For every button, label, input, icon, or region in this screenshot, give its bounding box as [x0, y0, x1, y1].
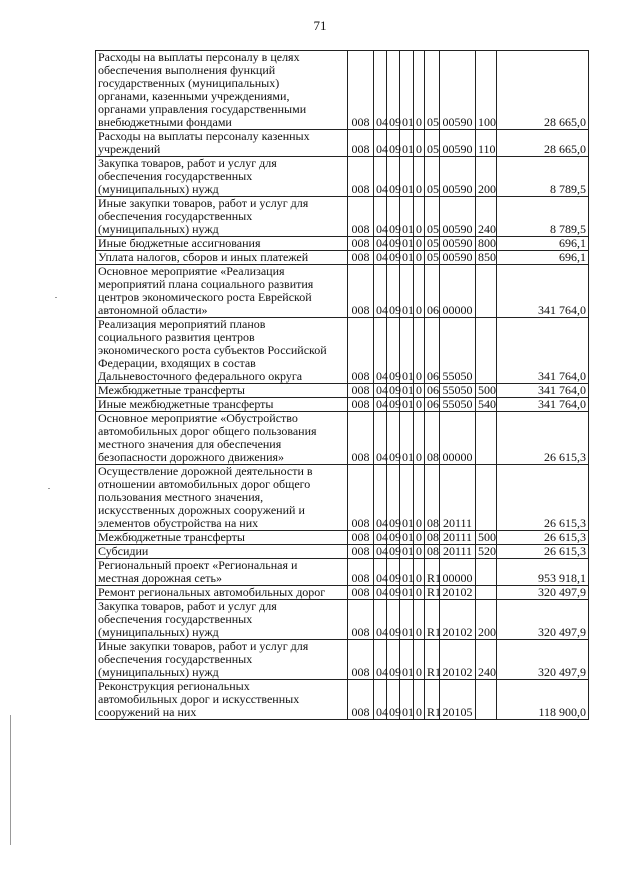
table-row [96, 640, 589, 680]
cell-program: 01 [400, 157, 414, 197]
cell-program: 01 [400, 586, 414, 600]
cell-program: 01 [400, 545, 414, 559]
cell-vr: 240 [476, 197, 497, 237]
cell-rz: 04 [374, 130, 387, 157]
cell-program: 01 [400, 130, 414, 157]
cell-activity: 05 [425, 130, 440, 157]
table-row [96, 586, 589, 600]
cell-vr: 200 [476, 600, 497, 640]
cell-program: 01 [400, 197, 414, 237]
cell-direction: 20102 [440, 640, 476, 680]
cell-vr: 800 [476, 237, 497, 251]
cell-sum: 118 900,0 [497, 680, 589, 720]
cell-vr: 110 [476, 130, 497, 157]
cell-pr: 09 [387, 680, 400, 720]
cell-subprogram: 0 [414, 265, 425, 318]
cell-direction: 00590 [440, 157, 476, 197]
cell-program: 01 [400, 465, 414, 531]
row-name: Субсидии [96, 545, 348, 559]
cell-rz: 04 [374, 531, 387, 545]
cell-program: 01 [400, 251, 414, 265]
cell-gr: 008 [348, 318, 374, 384]
cell-vr [476, 412, 497, 465]
cell-pr: 09 [387, 398, 400, 412]
row-name: Иные межбюджетные трансферты [96, 398, 348, 412]
cell-rz: 04 [374, 545, 387, 559]
cell-vr: 500 [476, 384, 497, 398]
table-row [96, 559, 589, 586]
cell-activity: 06 [425, 318, 440, 384]
cell-gr: 008 [348, 465, 374, 531]
row-name: Закупка товаров, работ и услуг для обеспечения государственных (муниципальных) нужд [96, 157, 348, 197]
budget-table [95, 50, 589, 720]
cell-direction: 20102 [440, 586, 476, 600]
cell-vr: 200 [476, 157, 497, 197]
table-row [96, 412, 589, 465]
row-name: Расходы на выплаты персоналу казенных учреждений [96, 130, 348, 157]
cell-program: 01 [400, 318, 414, 384]
cell-direction: 00590 [440, 251, 476, 265]
cell-vr [476, 680, 497, 720]
row-name: Иные закупки товаров, работ и услуг для обеспечения государственных (муниципальных) нужд [96, 197, 348, 237]
cell-vr [476, 265, 497, 318]
cell-rz: 04 [374, 398, 387, 412]
cell-subprogram: 0 [414, 51, 425, 130]
cell-rz: 04 [374, 197, 387, 237]
cell-sum: 341 764,0 [497, 265, 589, 318]
table-row [96, 237, 589, 251]
cell-activity: R1 [425, 586, 440, 600]
cell-subprogram: 0 [414, 600, 425, 640]
table-row [96, 384, 589, 398]
cell-pr: 09 [387, 384, 400, 398]
cell-pr: 09 [387, 157, 400, 197]
table-row [96, 251, 589, 265]
cell-activity: 08 [425, 465, 440, 531]
cell-program: 01 [400, 531, 414, 545]
cell-program: 01 [400, 640, 414, 680]
cell-rz: 04 [374, 265, 387, 318]
table-row [96, 130, 589, 157]
row-name: Закупка товаров, работ и услуг для обеспечения государственных (муниципальных) нужд [96, 600, 348, 640]
cell-subprogram: 0 [414, 251, 425, 265]
cell-rz: 04 [374, 251, 387, 265]
cell-sum: 8 789,5 [497, 157, 589, 197]
page-number: 71 [313, 18, 327, 33]
row-name: Реконструкция региональных автомобильных дорог и искусственных сооружений на них [96, 680, 348, 720]
cell-activity: 05 [425, 251, 440, 265]
cell-activity: R1 [425, 559, 440, 586]
table-row [96, 398, 589, 412]
cell-sum: 341 764,0 [497, 318, 589, 384]
cell-gr: 008 [348, 412, 374, 465]
cell-gr: 008 [348, 384, 374, 398]
cell-sum: 696,1 [497, 237, 589, 251]
cell-gr: 008 [348, 398, 374, 412]
cell-direction: 20102 [440, 600, 476, 640]
scan-artifact [10, 715, 11, 845]
table-row [96, 545, 589, 559]
cell-direction: 20111 [440, 465, 476, 531]
cell-activity: 05 [425, 51, 440, 130]
cell-direction: 55050 [440, 398, 476, 412]
cell-sum: 341 764,0 [497, 384, 589, 398]
cell-activity: 05 [425, 157, 440, 197]
cell-subprogram: 0 [414, 318, 425, 384]
row-name: Расходы на выплаты персоналу в целях обеспечения выполнения функций государственных (муниципальных) органами, казенными учреждениями, органами управления государственными внебюджетными фондами [96, 51, 348, 130]
row-name: Ремонт региональных автомобильных дорог [96, 586, 348, 600]
cell-direction: 20111 [440, 545, 476, 559]
cell-sum: 26 615,3 [497, 531, 589, 545]
table-row [96, 531, 589, 545]
cell-sum: 26 615,3 [497, 412, 589, 465]
cell-vr: 100 [476, 51, 497, 130]
cell-vr: 240 [476, 640, 497, 680]
cell-program: 01 [400, 412, 414, 465]
cell-subprogram: 0 [414, 384, 425, 398]
cell-vr [476, 318, 497, 384]
table-row [96, 318, 589, 384]
cell-program: 01 [400, 237, 414, 251]
cell-subprogram: 0 [414, 130, 425, 157]
cell-subprogram: 0 [414, 545, 425, 559]
cell-direction: 00590 [440, 130, 476, 157]
table-row [96, 51, 589, 130]
scan-artifact [55, 297, 57, 298]
cell-rz: 04 [374, 559, 387, 586]
cell-direction: 55050 [440, 384, 476, 398]
cell-gr: 008 [348, 51, 374, 130]
cell-sum: 320 497,9 [497, 600, 589, 640]
cell-activity: 06 [425, 384, 440, 398]
cell-program: 01 [400, 600, 414, 640]
cell-subprogram: 0 [414, 640, 425, 680]
cell-pr: 09 [387, 600, 400, 640]
cell-subprogram: 0 [414, 465, 425, 531]
cell-rz: 04 [374, 586, 387, 600]
cell-direction: 00590 [440, 51, 476, 130]
cell-direction: 20105 [440, 680, 476, 720]
cell-program: 01 [400, 559, 414, 586]
scan-artifact [48, 488, 50, 489]
cell-pr: 09 [387, 197, 400, 237]
cell-rz: 04 [374, 640, 387, 680]
table-row [96, 465, 589, 531]
cell-direction: 00590 [440, 237, 476, 251]
cell-program: 01 [400, 398, 414, 412]
cell-rz: 04 [374, 157, 387, 197]
cell-subprogram: 0 [414, 157, 425, 197]
cell-subprogram: 0 [414, 559, 425, 586]
cell-activity: 05 [425, 197, 440, 237]
cell-subprogram: 0 [414, 586, 425, 600]
cell-vr: 500 [476, 531, 497, 545]
cell-pr: 09 [387, 265, 400, 318]
cell-sum: 341 764,0 [497, 398, 589, 412]
table-body [96, 51, 589, 720]
cell-sum: 26 615,3 [497, 545, 589, 559]
cell-activity: 06 [425, 398, 440, 412]
cell-direction: 00000 [440, 412, 476, 465]
cell-sum: 320 497,9 [497, 586, 589, 600]
cell-activity: 08 [425, 545, 440, 559]
cell-rz: 04 [374, 680, 387, 720]
cell-pr: 09 [387, 251, 400, 265]
cell-pr: 09 [387, 545, 400, 559]
cell-direction: 20111 [440, 531, 476, 545]
cell-pr: 09 [387, 531, 400, 545]
cell-pr: 09 [387, 640, 400, 680]
row-name: Региональный проект «Региональная и местная дорожная сеть» [96, 559, 348, 586]
cell-gr: 008 [348, 531, 374, 545]
cell-vr [476, 465, 497, 531]
cell-sum: 28 665,0 [497, 130, 589, 157]
cell-pr: 09 [387, 559, 400, 586]
cell-subprogram: 0 [414, 398, 425, 412]
cell-direction: 00000 [440, 559, 476, 586]
cell-gr: 008 [348, 640, 374, 680]
cell-activity: R1 [425, 600, 440, 640]
table-row [96, 157, 589, 197]
cell-program: 01 [400, 680, 414, 720]
cell-pr: 09 [387, 318, 400, 384]
cell-gr: 008 [348, 559, 374, 586]
cell-activity: 08 [425, 412, 440, 465]
cell-program: 01 [400, 265, 414, 318]
cell-activity: R1 [425, 640, 440, 680]
cell-gr: 008 [348, 251, 374, 265]
cell-sum: 953 918,1 [497, 559, 589, 586]
cell-vr: 520 [476, 545, 497, 559]
cell-sum: 8 789,5 [497, 197, 589, 237]
table-row [96, 600, 589, 640]
row-name: Основное мероприятие «Обустройство автомобильных дорог общего пользования местного значения для обеспечения безопасности дорожного движения» [96, 412, 348, 465]
cell-rz: 04 [374, 412, 387, 465]
cell-rz: 04 [374, 318, 387, 384]
cell-subprogram: 0 [414, 531, 425, 545]
cell-gr: 008 [348, 680, 374, 720]
row-name: Осуществление дорожной деятельности в отношении автомобильных дорог общего пользования местного значения, искусственных дорожных сооружений и элементов обустройства на них [96, 465, 348, 531]
cell-subprogram: 0 [414, 197, 425, 237]
cell-direction: 55050 [440, 318, 476, 384]
cell-sum: 696,1 [497, 251, 589, 265]
cell-sum: 28 665,0 [497, 51, 589, 130]
row-name: Уплата налогов, сборов и иных платежей [96, 251, 348, 265]
cell-activity: R1 [425, 680, 440, 720]
row-name: Реализация мероприятий планов социального развития центров экономического роста субъектов Российской Федерации, входящих в состав Дальневосточного федерального округа [96, 318, 348, 384]
cell-pr: 09 [387, 465, 400, 531]
row-name: Межбюджетные трансферты [96, 531, 348, 545]
cell-pr: 09 [387, 586, 400, 600]
cell-subprogram: 0 [414, 237, 425, 251]
cell-gr: 008 [348, 197, 374, 237]
table-row [96, 197, 589, 237]
cell-sum: 320 497,9 [497, 640, 589, 680]
cell-vr: 850 [476, 251, 497, 265]
cell-program: 01 [400, 384, 414, 398]
cell-activity: 08 [425, 531, 440, 545]
cell-vr [476, 586, 497, 600]
cell-direction: 00590 [440, 197, 476, 237]
cell-gr: 008 [348, 157, 374, 197]
cell-rz: 04 [374, 51, 387, 130]
cell-rz: 04 [374, 600, 387, 640]
cell-pr: 09 [387, 412, 400, 465]
cell-vr: 540 [476, 398, 497, 412]
cell-pr: 09 [387, 51, 400, 130]
cell-activity: 06 [425, 265, 440, 318]
table-row [96, 680, 589, 720]
cell-pr: 09 [387, 237, 400, 251]
cell-gr: 008 [348, 265, 374, 318]
row-name: Основное мероприятие «Реализация мероприятий плана социального развития центров экономического роста Еврейской автономной области» [96, 265, 348, 318]
cell-rz: 04 [374, 465, 387, 531]
cell-program: 01 [400, 51, 414, 130]
cell-rz: 04 [374, 237, 387, 251]
cell-subprogram: 0 [414, 680, 425, 720]
cell-activity: 05 [425, 237, 440, 251]
cell-gr: 008 [348, 600, 374, 640]
cell-gr: 008 [348, 237, 374, 251]
cell-rz: 04 [374, 384, 387, 398]
cell-gr: 008 [348, 586, 374, 600]
row-name: Иные закупки товаров, работ и услуг для обеспечения государственных (муниципальных) нужд [96, 640, 348, 680]
cell-gr: 008 [348, 130, 374, 157]
row-name: Межбюджетные трансферты [96, 384, 348, 398]
cell-pr: 09 [387, 130, 400, 157]
row-name: Иные бюджетные ассигнования [96, 237, 348, 251]
cell-sum: 26 615,3 [497, 465, 589, 531]
cell-subprogram: 0 [414, 412, 425, 465]
cell-vr [476, 559, 497, 586]
cell-gr: 008 [348, 545, 374, 559]
cell-direction: 00000 [440, 265, 476, 318]
table-row [96, 265, 589, 318]
